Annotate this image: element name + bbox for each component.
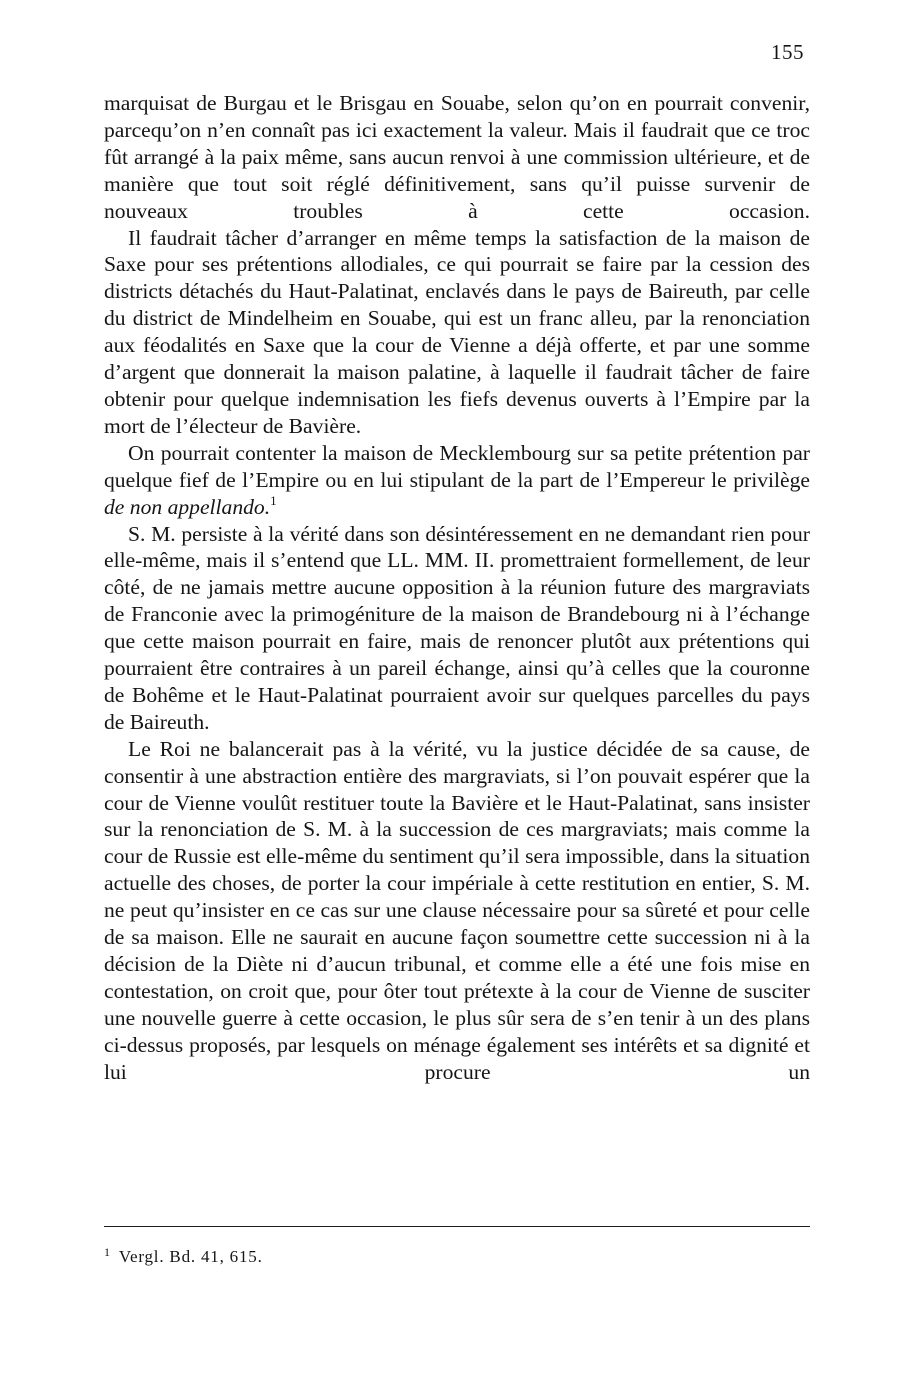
paragraph-mecklembourg-text: On pourrait contenter la maison de Mecklembourg sur sa petite prétention par quelque fief de l’Empire ou en lui stipulant de la part de l’Empereur le privilège (104, 440, 810, 492)
paragraph-continued: marquisat de Burgau et le Brisgau en Souabe, selon qu’on en pourrait convenir, parcequ’on n’en connaît pas ici exactement la valeur. Mais il faudrait que ce troc fût arrangé à la paix même, sans aucun renvoi à une commission ultérieure, et de manière que tout soit réglé définitivement, sans qu’il puisse survenir de nouveaux troubles à cette occasion. (104, 91, 810, 223)
footnote-text: Vergl. Bd. 41, 615. (118, 1247, 263, 1266)
page-number: 155 (771, 40, 804, 64)
paragraph-roi: Le Roi ne balancerait pas à la vérité, vu la justice décidée de sa cause, de consentir à une abstraction entière des margraviats, si l’on pouvait espérer que la cour de Vienne voulût restituer toute la Bavière et le Haut-Palatinat, sans insister sur la renonciation de S. M. à la succession de ces margraviats; mais comme la cour de Russie est elle-même du sentiment qu’il sera impossible, dans la situation actuelle des choses, de porter la cour impériale à cette restitution en entier, S. M. ne peut qu’insister en ce cas sur une clause nécessaire pour sa sûreté et pour celle de sa maison. Elle ne saurait en aucune façon soumettre cette succession ni à la décision de la Diète ni d’aucun tribunal, et comme elle a été une fois mise en contestation, on croit que, pour ôter tout prétexte à la cour de Vienne de susciter une nouvelle guerre à cette occasion, le plus sûr sera de s’en tenir à un des plans ci-dessus proposés, par lesquels on ménage également ses intérêts et sa dignité et lui procure un (104, 736, 810, 1084)
body-text (104, 90, 810, 1086)
footnote (104, 1246, 810, 1268)
paragraph-desinteressement: S. M. persiste à la vérité dans son désintéressement en ne demandant rien pour elle-même, mais il s’entend que LL. MM. II. promettraient formellement, de leur côté, de ne jamais mettre aucune opposition à la réunion future des margraviats de Franconie avec la primogéniture de la maison de Brandebourg ni à l’échange que cette maison pourrait en faire, mais de renoncer plutôt aux prétentions qui pourraient être contraires à un pareil échange, ainsi qu’à celles que la couronne de Bohême et le Haut-Palatinat pourraient avoir sur quelques parcelles du pays de Baireuth. (104, 521, 810, 734)
footnote-divider (104, 1226, 810, 1227)
footnote-marker: 1 (104, 1245, 111, 1259)
italic-phrase: de non appellando. (104, 494, 271, 519)
paragraph-saxe: Il faudrait tâcher d’arranger en même temps la satisfaction de la maison de Saxe pour ses prétentions allodiales, ce qui pourrait se faire par la cession des districts détachés du Haut-Palatinat, enclavés dans le pays de Baireuth, par celle du district de Mindelheim en Souabe, qui est un franc alleu, par la renonciation aux féodalités en Saxe que la cour de Vienne a déjà offerte, et par une somme d’argent que donnerait la maison palatine, à laquelle il faudrait tâcher de faire obtenir pour quelque indemnisation les fiefs devenus ouverts à l’Empire par la mort de l’électeur de Bavière. (104, 225, 810, 438)
footnote-reference: 1 (270, 492, 277, 508)
paragraph-mecklembourg (104, 440, 810, 521)
